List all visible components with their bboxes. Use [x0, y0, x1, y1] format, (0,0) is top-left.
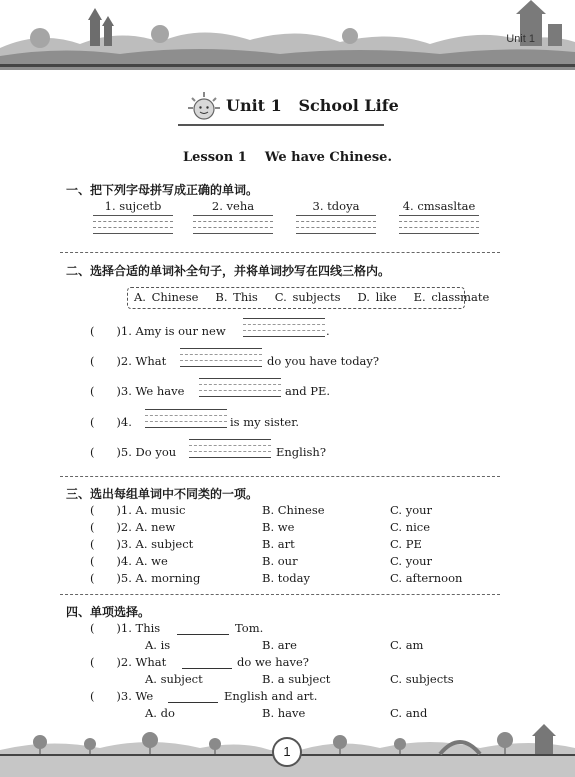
- option-b: B. Chinese: [262, 503, 325, 517]
- question-1-end: Tom.: [235, 621, 264, 635]
- option-a: A. subject: [145, 672, 203, 686]
- four-line-blank: [243, 318, 325, 338]
- option-c: C. PE: [390, 537, 422, 551]
- word-choices: A. Chinese B. This C. subjects D. like E. classmate: [134, 290, 490, 304]
- sentence-5-end: English?: [276, 445, 326, 459]
- option-b: B. a subject: [262, 672, 331, 686]
- word-box-1: [93, 199, 173, 213]
- sentence-1: ( )1. Amy is our new: [90, 324, 226, 338]
- sentence-3-end: and PE.: [285, 384, 331, 398]
- four-line-blank: [145, 409, 227, 429]
- section-divider: [60, 594, 500, 595]
- four-line-blank: [180, 348, 262, 368]
- option-b: B. our: [262, 554, 298, 568]
- word-box-2: [193, 199, 273, 213]
- option-c: C. nice: [390, 520, 431, 534]
- sentence-5: ( )5. Do you: [90, 445, 177, 459]
- page-title: Unit 1 School Life: [226, 96, 399, 115]
- sentence-4-end: is my sister.: [230, 415, 300, 429]
- option-a: A. is: [145, 638, 171, 652]
- answer-blank: [168, 702, 218, 703]
- option-b: B. we: [262, 520, 295, 534]
- sentence-3: ( )3. We have: [90, 384, 185, 398]
- unit-tag: Unit 1: [506, 33, 535, 45]
- four-line-blank: [199, 378, 281, 398]
- lesson-title: Lesson 1 We have Chinese.: [183, 150, 392, 165]
- word-box-3: [296, 199, 376, 213]
- scrambled-word: 1. sujcetb: [104, 199, 162, 213]
- section-3-title: 三、选出每组单词中不同类的一项。: [66, 487, 259, 501]
- odd-one-out-row: ( )3. A. subject: [90, 537, 194, 551]
- question-2-end: do we have?: [237, 655, 309, 669]
- scrambled-word: 2. veha: [211, 199, 255, 213]
- section-divider: [60, 252, 500, 253]
- section-4-title: 四、单项选择。: [66, 605, 151, 619]
- option-a: A. do: [145, 706, 175, 720]
- odd-one-out-row: ( )1. A. music: [90, 503, 186, 517]
- scrambled-word: 3. tdoya: [312, 199, 360, 213]
- sentence-1-end: .: [326, 324, 330, 338]
- odd-one-out-row: ( )5. A. morning: [90, 571, 201, 585]
- answer-blank: [182, 668, 232, 669]
- option-c: C. afternoon: [390, 571, 463, 585]
- section-1-title: 一、把下列字母拼写成正确的单词。: [66, 183, 259, 197]
- title-underline: [178, 124, 384, 126]
- option-c: C. and: [390, 706, 428, 720]
- odd-one-out-row: ( )2. A. new: [90, 520, 176, 534]
- question-3-end: English and art.: [224, 689, 318, 703]
- question-3: ( )3. We: [90, 689, 154, 703]
- option-b: B. today: [262, 571, 311, 585]
- four-line-blank: [189, 439, 271, 459]
- option-b: B. are: [262, 638, 297, 652]
- option-c: C. your: [390, 554, 433, 568]
- section-2-title: 二、选择合适的单词补全句子，并将单词抄写在四线三格内。: [66, 264, 391, 278]
- sun-icon: [186, 90, 222, 122]
- option-b: B. have: [262, 706, 306, 720]
- answer-blank: [177, 634, 229, 635]
- question-1: ( )1. This: [90, 621, 161, 635]
- odd-one-out-row: ( )4. A. we: [90, 554, 168, 568]
- header-banner-illustration: [0, 0, 575, 70]
- option-c: C. am: [390, 638, 424, 652]
- option-c: C. your: [390, 503, 433, 517]
- word-box-4: [399, 199, 479, 213]
- option-c: C. subjects: [390, 672, 454, 686]
- page-number: 1: [272, 737, 302, 767]
- sentence-2: ( )2. What: [90, 354, 167, 368]
- sentence-2-end: do you have today?: [267, 354, 380, 368]
- option-b: B. art: [262, 537, 295, 551]
- section-divider: [60, 476, 500, 477]
- scrambled-word: 4. cmsasltae: [402, 199, 476, 213]
- question-2: ( )2. What: [90, 655, 167, 669]
- sentence-4: ( )4.: [90, 415, 132, 429]
